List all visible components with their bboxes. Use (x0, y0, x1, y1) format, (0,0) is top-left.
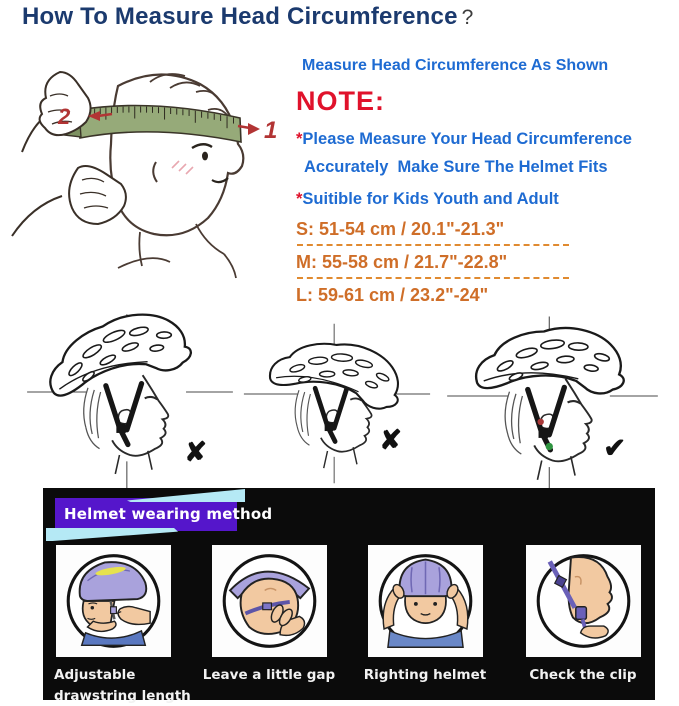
step-1-label: 1 (264, 117, 278, 144)
size-medium: M: 55-58 cm / 21.7"-22.8" (296, 252, 508, 272)
step-panel-clip (526, 545, 641, 657)
step-panel-righting (368, 545, 483, 657)
step-2-label: 2 (58, 104, 71, 129)
baby-measuring-svg (2, 56, 292, 296)
note-item-1-line-2: Accurately Make Sure The Helmet Fits (304, 158, 608, 176)
page-title-text: How To Measure Head Circumference (22, 3, 458, 30)
instructions-column (296, 57, 676, 308)
step-caption-gap: Leave a little gap (202, 667, 336, 683)
step-caption-righting: Righting helmet (363, 667, 487, 683)
intro-line: Measure Head Circumference As Shown (302, 57, 609, 74)
measuring-illustration (2, 56, 292, 302)
note-item-2-text: Suitible for Kids Youth and Adult (302, 190, 559, 208)
helmet-fit-figure (242, 318, 432, 492)
page-title (22, 3, 473, 31)
size-separator (297, 277, 569, 279)
righting-illustration (372, 548, 479, 654)
note-heading: NOTE: (296, 86, 385, 116)
holding-hands (12, 72, 126, 236)
right-arrow-icon (248, 123, 260, 135)
helmet-fit-figure (25, 308, 235, 500)
note-item-2-line-1 (296, 190, 676, 209)
note-item-1-text: Please Measure Your Head Circumference (302, 130, 632, 148)
step-panel-gap (212, 545, 327, 657)
drawstring-illustration (60, 548, 167, 654)
note-item-1-line-1 (296, 130, 676, 149)
question-mark: ? (461, 6, 474, 29)
fit-example-correct (445, 310, 660, 484)
helmet-fit-illustration (242, 318, 432, 487)
fit-example-tilted-forward (242, 318, 432, 480)
asterisk: * (296, 190, 303, 208)
step-panel-drawstring (56, 545, 171, 657)
fit-example-tilted-back (25, 308, 235, 486)
step-caption-drawstring: Adjustable drawstring length (54, 667, 191, 704)
wrong-mark-icon: ✘ (379, 425, 402, 455)
asterisk: * (296, 130, 303, 148)
size-chart (296, 219, 676, 306)
helmet-fit-illustration (445, 310, 660, 501)
gap-illustration (216, 548, 323, 654)
size-separator (297, 244, 569, 246)
size-large: L: 59-61 cm / 23.2"-24" (296, 285, 489, 305)
clip-illustration (530, 548, 637, 654)
check-mark-icon: ✔ (603, 433, 626, 463)
wearing-method-section (43, 488, 655, 704)
section-banner (55, 498, 273, 531)
baby-head (110, 74, 243, 235)
wrong-mark-icon: ✘ (184, 437, 207, 467)
step-caption-clip: Check the clip (529, 667, 637, 683)
banner-title: Helmet wearing method (64, 505, 273, 523)
size-small: S: 51-54 cm / 20.1"-21.3" (296, 219, 505, 239)
helmet-fit-figure (445, 310, 660, 506)
